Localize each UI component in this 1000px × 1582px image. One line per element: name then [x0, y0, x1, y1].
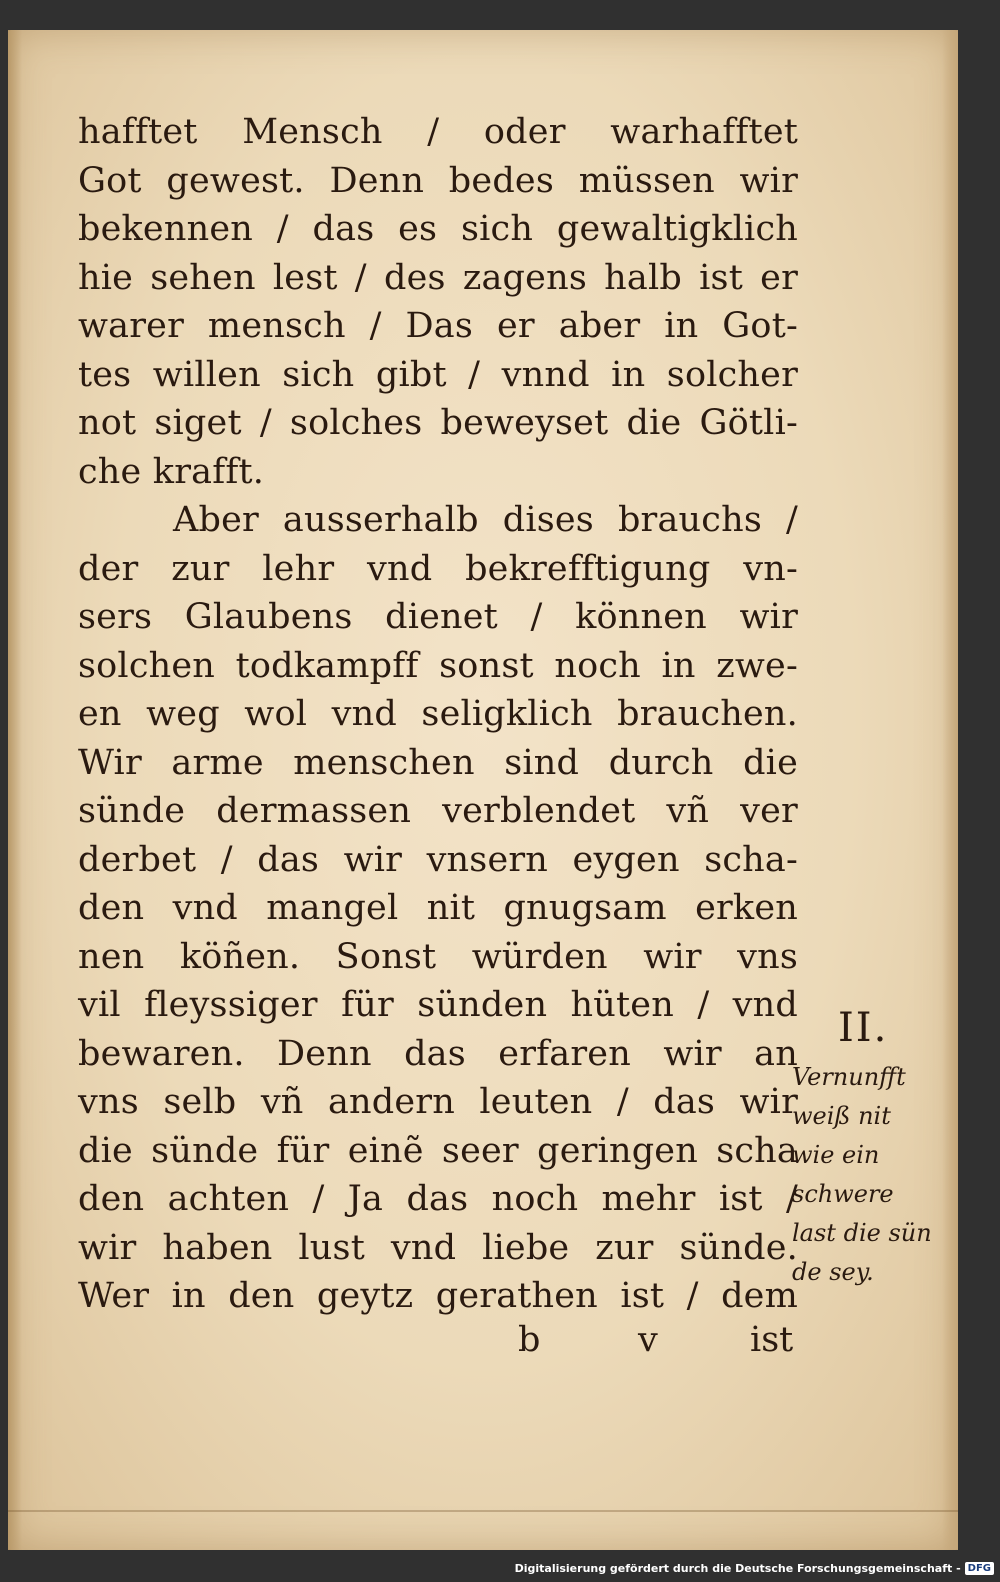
margin-numeral: II. [838, 1005, 889, 1051]
text-line: bekennen / das es sich gewaltigklich [78, 209, 798, 249]
page-edge-left [8, 30, 22, 1550]
page-bottom-margin [8, 1510, 958, 1512]
main-text-block [78, 108, 798, 1321]
margin-note-line: last die sün [792, 1219, 932, 1247]
text-line: wir haben lust vnd liebe zur sünde. [78, 1227, 798, 1268]
signature-number: v [638, 1320, 658, 1360]
text-line: derbet / das wir vnsern eygen scha- [78, 839, 798, 880]
text-line: der zur lehr vnd bekrefftigung vn- [78, 548, 798, 589]
text-line: hie sehen lest / des zagens halb ist er [78, 257, 798, 298]
text-line: hafftet Mensch / oder warhafftet [78, 112, 798, 152]
text-line: nen köñen. Sonst würden wir vns [78, 936, 798, 977]
margin-note-line: de sey. [792, 1258, 874, 1286]
text-line: not siget / solches beweyset die Götli- [78, 403, 798, 443]
text-line: warer mensch / Das er aber in Got- [78, 306, 798, 346]
text-line: solchen todkampff sonst noch in zwe- [78, 645, 798, 686]
margin-note-line: weiß nit [792, 1102, 891, 1130]
margin-note [792, 1058, 942, 1292]
text-line: Got gewest. Denn bedes müssen wir [78, 160, 798, 201]
page-edge-right [942, 30, 958, 1550]
margin-note-line: wie ein [792, 1141, 880, 1169]
text-line: Wir arme menschen sind durch die [78, 742, 798, 783]
margin-note-line: Vernunfft [792, 1063, 906, 1091]
text-line: Aber ausserhalb dises brauchs / [173, 500, 798, 540]
text-line: tes willen sich gibt / vnnd in solcher [78, 354, 798, 395]
text-line: vil fleyssiger für sünden hüten / vnd [78, 985, 798, 1025]
text-line: vns selb vñ andern leuten / das wir [78, 1082, 798, 1122]
text-line: che krafft. [78, 451, 265, 492]
text-line: sers Glaubens dienet / können wir [78, 597, 798, 637]
text-line: die sünde für einẽ seer geringen scha [78, 1130, 798, 1171]
funding-text: Digitalisierung gefördert durch die Deutsche Forschungsgemeinschaft - [514, 1561, 961, 1575]
text-line: sünde dermassen verblendet vñ ver [78, 791, 798, 831]
funding-footer [515, 1557, 994, 1579]
text-line: bewaren. Denn das erfaren wir an [78, 1033, 798, 1074]
signature-letter: b [518, 1320, 541, 1360]
catchword: ist [750, 1320, 794, 1360]
margin-note-line: schwere [792, 1180, 894, 1208]
dfg-logo-icon: DFG [965, 1562, 994, 1575]
text-line: den achten / Ja das noch mehr ist / [78, 1179, 798, 1219]
text-line: en weg wol vnd seligklich brauchen. [78, 694, 798, 734]
text-line: Wer in den geytz gerathen ist / dem [78, 1276, 798, 1316]
text-line: den vnd mangel nit gnugsam erken [78, 888, 798, 928]
